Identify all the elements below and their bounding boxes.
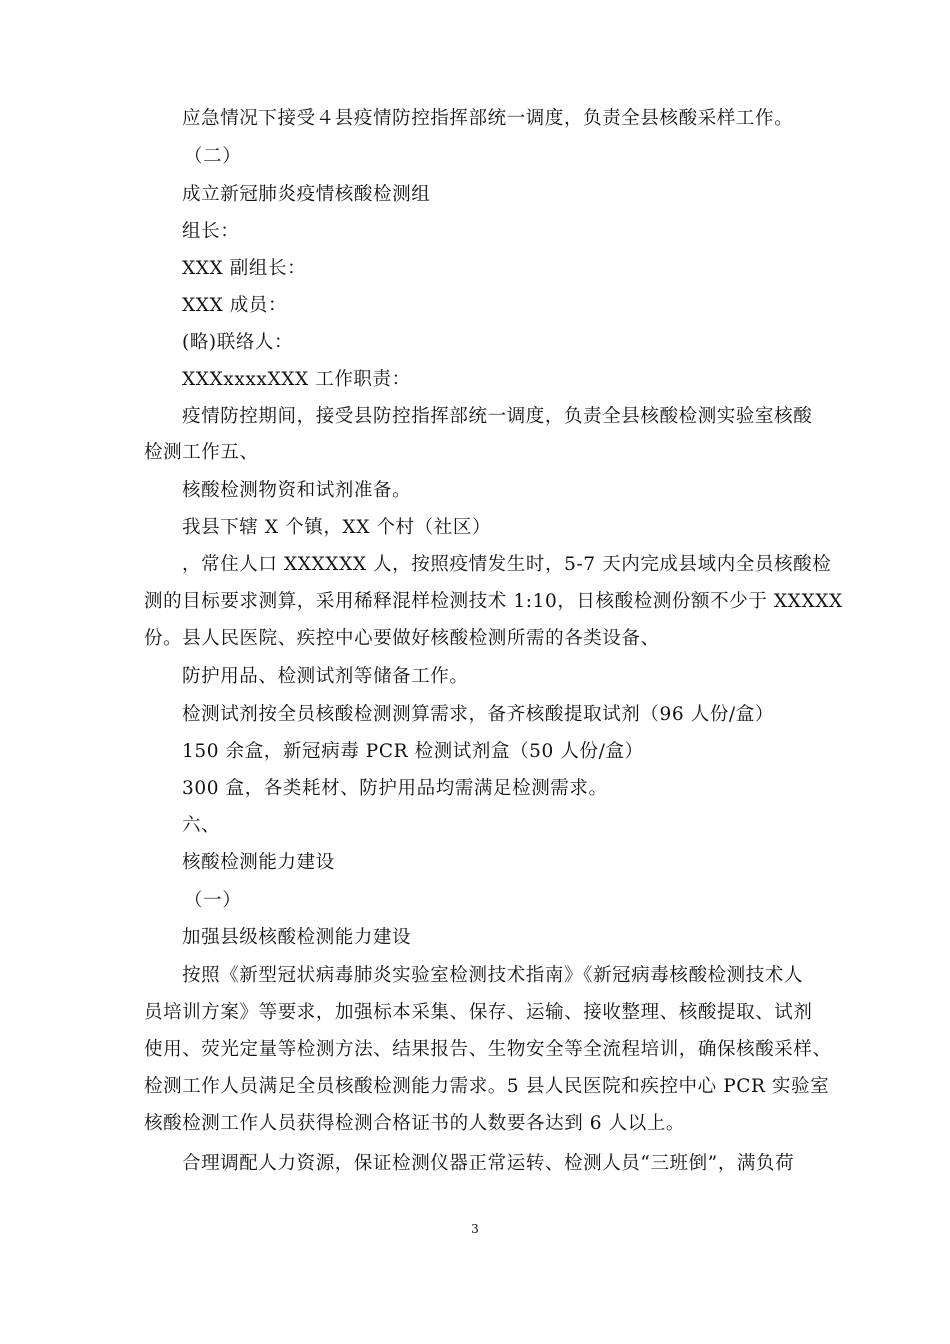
text-line: 测的目标要求测算，采用稀释混样检测技术 1:10，日核酸检测份额不少于 XXXXX (144, 591, 843, 612)
text-line: ，常住人口 XXXXXX 人，按照疫情发生时，5-7 天内完成县域内全员核酸检 (182, 554, 832, 575)
section-number: （一） (184, 890, 242, 911)
text-line: 核酸检测工作人员获得检测合格证书的人数要各达到 6 人以上。 (144, 1113, 686, 1134)
text-line: 份。县人民医院、疾控中心要做好核酸检测所需的各类设备、 (144, 628, 660, 649)
section-heading: 核酸检测物资和试剂准备。 (182, 480, 412, 501)
text-line: 我县下辖 X 个镇，XX 个村（社区） (182, 517, 492, 538)
section-heading: 成立新冠肺炎疫情核酸检测组 (182, 184, 431, 205)
text-line: 组长： (182, 221, 240, 242)
section-number: （二） (184, 146, 242, 167)
text-line: 检测试剂按全员核酸检测测算需求，备齐核酸提取试剂（96 人份/盒） (182, 704, 774, 725)
section-heading: 加强县级核酸检测能力建设 (182, 927, 412, 948)
section-number: 六、 (182, 815, 221, 836)
text-line: 防护用品、检测试剂等储备工作。 (182, 666, 469, 687)
text-line: 按照《新型冠状病毒肺炎实验室检测技术指南》《新冠病毒核酸检测技术人 (182, 965, 804, 986)
text-line: 检测工作五、 (144, 442, 259, 463)
text-line: (略)联络人： (182, 332, 294, 353)
page-number: 3 (471, 1222, 479, 1236)
text-line: 150 余盒，新冠病毒 PCR 检测试剂盒（50 人份/盒） (182, 741, 644, 762)
text-line: XXXxxxxXXX 工作职责： (182, 369, 411, 390)
text-line: 疫情防控期间，接受县防控指挥部统一调度，负责全县核酸检测实验室核酸 (182, 406, 813, 427)
text-line: 300 盒，各类耗材、防护用品均需满足检测需求。 (182, 778, 608, 799)
text-line: XXX 副组长： (182, 258, 307, 279)
section-heading: 核酸检测能力建设 (182, 852, 335, 873)
text-line: XXX 成员： (182, 295, 288, 316)
text-line: 应急情况下接受４县疫情防控指挥部统一调度，负责全县核酸采样工作。 (182, 108, 794, 129)
text-line: 检测工作人员满足全员核酸检测能力需求。5 县人民医院和疾控中心 PCR 实验室 (144, 1076, 830, 1097)
text-line: 员培训方案》等要求，加强标本采集、保存、运输、接收整理、核酸提取、试剂 (144, 1002, 813, 1023)
text-line: 使用、荧光定量等检测方法、结果报告、生物安全等全流程培训，确保核酸采样、 (144, 1039, 832, 1060)
text-line: 合理调配人力资源，保证检测仪器正常运转、检测人员“三班倒”，满负荷 (182, 1153, 795, 1174)
